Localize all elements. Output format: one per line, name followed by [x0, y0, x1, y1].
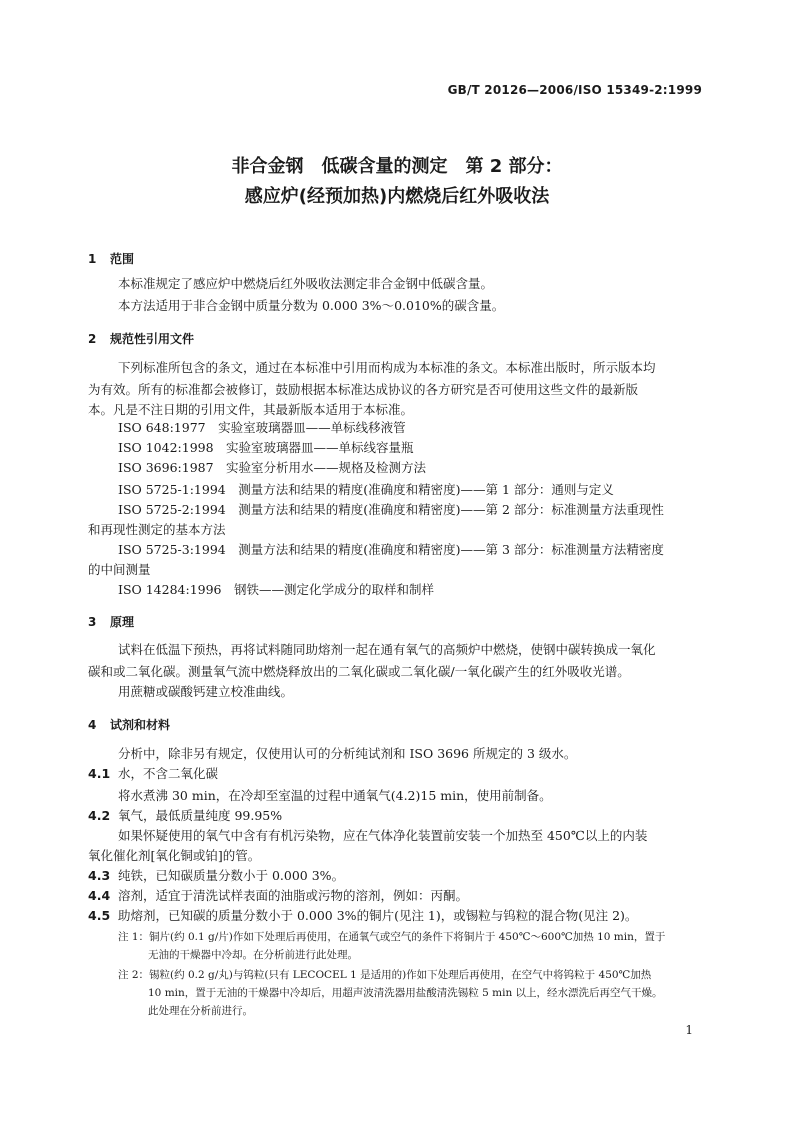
paragraph: 本方法适用于非合金钢中质量分数为 0.000 3%～0.010%的碳含量。	[118, 298, 505, 313]
note-2: 注 2：锡粒(约 0.2 g/丸)与钨粒(只有 LECOCEL 1 是适用的)作如下处理后再使用，在空气中将钨粒于 450℃加热	[118, 969, 652, 981]
reference-item: 和再现性测定的基本方法	[88, 522, 226, 537]
clause-4-5	[88, 906, 637, 926]
paragraph: 本标准规定了感应炉中燃烧后红外吸收法测定非合金钢中低碳含量。	[118, 276, 494, 291]
clause-number: 4.5	[88, 908, 111, 923]
section-number: 4	[88, 718, 97, 732]
section-title: 规范性引用文件	[110, 332, 195, 346]
reference-item: ISO 5725-2:1994 测量方法和结果的精度(准确度和精密度)——第 2 部分：标准测量方法重现性	[118, 502, 664, 517]
note-1-cont: 无油的干燥器中冷却。在分析前进行此处理。	[148, 949, 358, 961]
clause-number: 4.1	[88, 766, 111, 781]
note-1: 注 1：铜片(约 0.1 g/片)作如下处理后再使用，在通氧气或空气的条件下将铜片于 450℃～600℃加热 10 min，置于	[118, 931, 666, 943]
paragraph: 氧化催化剂[氧化铜或铂]的管。	[88, 848, 261, 863]
reference-item: ISO 5725-1:1994 测量方法和结果的精度(准确度和精密度)——第 1 部分：通则与定义	[118, 482, 614, 497]
clause-4-2	[88, 806, 282, 826]
clause-text: 助熔剂，已知碳的质量分数小于 0.000 3%的铜片(见注 1)，或锡粒与钨粒的混合物(见注 2)。	[118, 908, 638, 923]
reference-item: ISO 3696:1987 实验室分析用水——规格及检测方法	[118, 460, 427, 475]
paragraph: 为有效。所有的标准都会被修订，鼓励根据本标准达成协议的各方研究是否可使用这些文件的最新版	[88, 382, 639, 397]
clause-text: 纯铁，已知碳质量分数小于 0.000 3%。	[118, 868, 345, 883]
paragraph: 用蔗糖或碳酸钙建立校准曲线。	[118, 684, 294, 699]
paragraph: 碳和或二氧化碳。测量氧气流中燃烧释放出的二氧化碳或二氧化碳/一氧化碳产生的红外吸收光谱。	[88, 664, 630, 679]
section-1-heading	[88, 250, 134, 267]
paragraph: 试料在低温下预热，再将试料随同助熔剂一起在通有氧气的高频炉中燃烧，使钢中碳转换成一氧化	[118, 642, 656, 657]
clause-4-1	[88, 764, 218, 784]
clause-text: 水，不含二氧化碳	[118, 766, 219, 781]
section-title: 范围	[110, 252, 135, 266]
note-2-cont: 此处理在分析前进行。	[148, 1005, 253, 1017]
title-line-1: 非合金钢 低碳含量的测定 第 2 部分：	[231, 156, 563, 177]
note-2-cont: 10 min，置于无油的干燥器中冷却后，用超声波清洗器用盐酸清洗锡粒 5 min 以上，经水漂洗后再空气干燥。	[148, 987, 663, 999]
paragraph: 下列标准所包含的条文，通过在本标准中引用而构成为本标准的条文。本标准出版时，所示版本均	[118, 360, 656, 375]
paragraph: 分析中，除非另有规定，仅使用认可的分析纯试剂和 ISO 3696 所规定的 3 级水。	[118, 746, 577, 761]
title-line-2: 感应炉(经预加热)内燃烧后红外吸收法	[244, 186, 550, 207]
section-2-heading	[88, 330, 194, 347]
section-number: 1	[88, 252, 97, 266]
section-title: 试剂和材料	[110, 718, 171, 732]
section-4-heading	[88, 716, 170, 733]
clause-number: 4.4	[88, 888, 111, 903]
clause-4-3	[88, 866, 344, 886]
clause-text: 氧气，最低质量纯度 99.95%	[118, 808, 283, 823]
reference-item: ISO 14284:1996 钢铁——测定化学成分的取样和制样	[118, 582, 435, 597]
reference-item: ISO 1042:1998 实验室玻璃器皿——单标线容量瓶	[118, 440, 414, 455]
clause-number: 4.3	[88, 868, 111, 883]
section-title: 原理	[110, 615, 135, 629]
clause-4-4	[88, 886, 468, 906]
reference-item: ISO 5725-3:1994 测量方法和结果的精度(准确度和精密度)——第 3 部分：标准测量方法精密度	[118, 542, 664, 557]
page-number: 1	[685, 1023, 693, 1037]
reference-item: ISO 648:1977 实验室玻璃器皿——单标线移液管	[118, 420, 406, 435]
paragraph: 将水煮沸 30 min，在冷却至室温的过程中通氧气(4.2)15 min，使用前制备。	[118, 788, 552, 803]
paragraph: 本。凡是不注日期的引用文件，其最新版本适用于本标准。	[88, 402, 414, 417]
standard-code: GB/T 20126—2006/ISO 15349-2:1999	[447, 83, 702, 97]
reference-item: 的中间测量	[88, 562, 151, 577]
clause-text: 溶剂，适宜于清洗试样表面的油脂或污物的溶剂，例如：丙酮。	[118, 888, 469, 903]
section-number: 2	[88, 332, 97, 346]
clause-number: 4.2	[88, 808, 111, 823]
section-3-heading	[88, 613, 134, 630]
section-number: 3	[88, 615, 97, 629]
paragraph: 如果怀疑使用的氧气中含有有机污染物，应在气体净化装置前安装一个加热至 450℃以上的内装	[118, 828, 648, 843]
